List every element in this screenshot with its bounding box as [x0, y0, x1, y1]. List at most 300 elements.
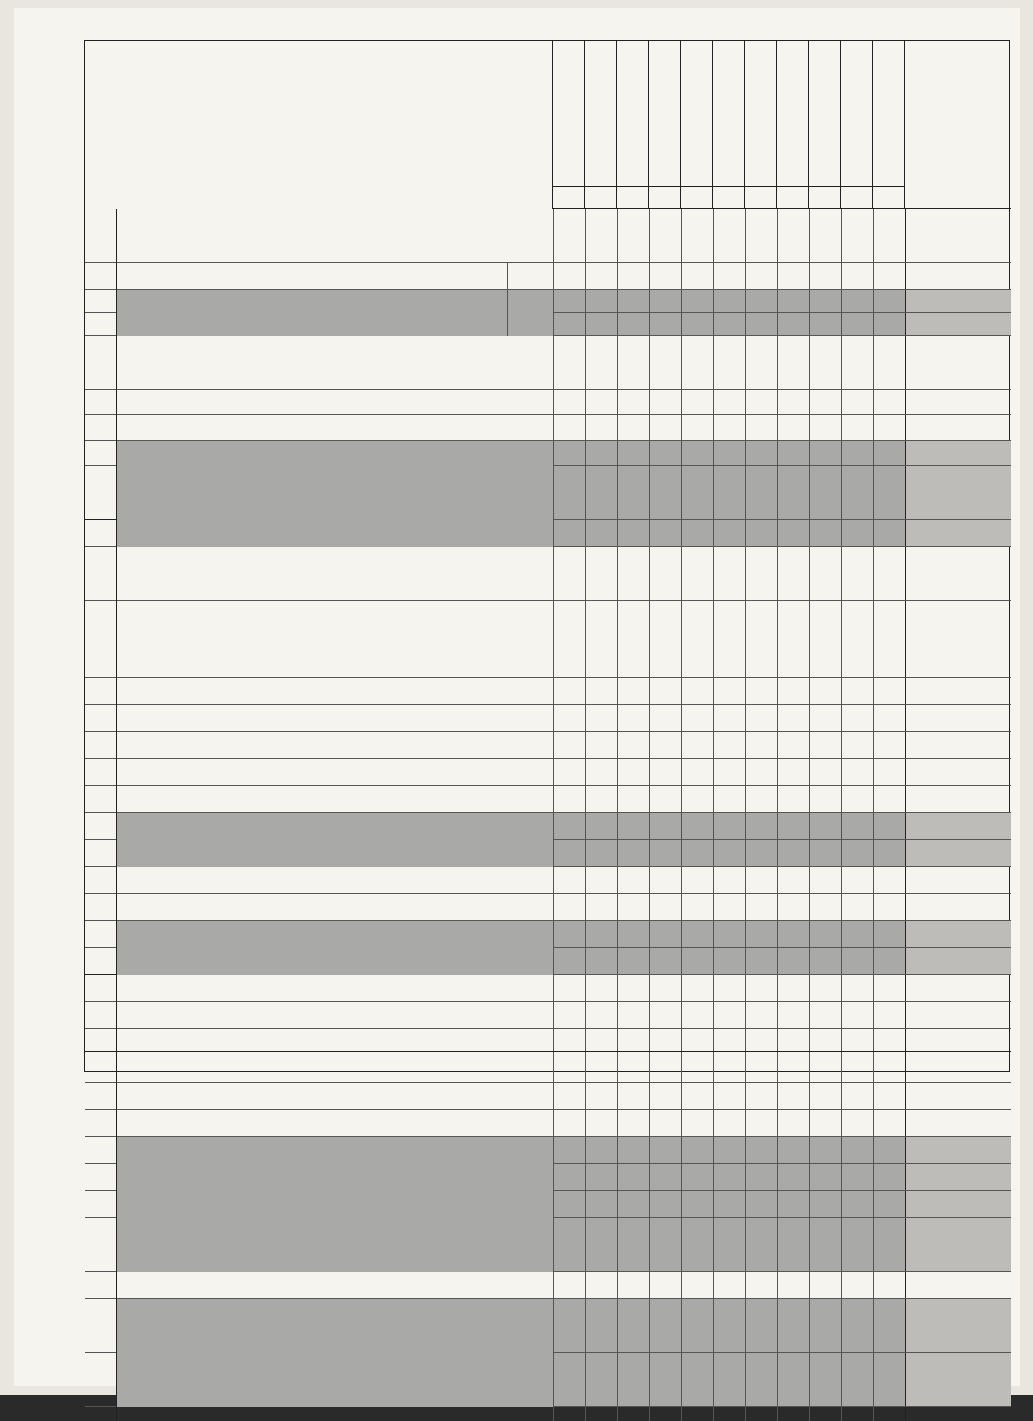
- vote-cell: [681, 813, 713, 839]
- vote-cell: [649, 867, 681, 893]
- table-row: [85, 466, 1011, 520]
- vote-cell: [873, 1191, 905, 1217]
- vote-cell: [713, 520, 745, 546]
- vote-cell: [713, 1137, 745, 1163]
- vote-cell: [745, 520, 777, 546]
- voter-number-row: [553, 187, 905, 209]
- vote-cell: [553, 948, 585, 974]
- vote-cell: [553, 813, 585, 839]
- vote-cell: [873, 290, 905, 312]
- vote-cell: [617, 732, 649, 758]
- vote-cell: [617, 1407, 649, 1421]
- vote-cell: [873, 840, 905, 866]
- result-tally: [905, 975, 1011, 1001]
- vote-cell: [617, 1083, 649, 1109]
- vote-cell: [617, 1191, 649, 1217]
- vote-cell: [841, 894, 873, 920]
- result-tally: [905, 678, 1011, 704]
- result-tally: [905, 520, 1011, 546]
- proposal-text: [117, 894, 553, 921]
- vote-cell: [585, 1110, 617, 1136]
- vote-cell: [841, 313, 873, 335]
- vote-cell: [873, 1272, 905, 1298]
- vote-cell: [585, 705, 617, 731]
- vote-cell: [809, 390, 841, 414]
- vote-cell: [777, 1002, 809, 1028]
- vote-cell: [873, 336, 905, 389]
- vote-cell: [681, 601, 713, 677]
- vote-cell: [809, 678, 841, 704]
- vote-cell: [649, 313, 681, 335]
- vote-cell: [841, 1164, 873, 1190]
- vote-cell: [873, 1083, 905, 1109]
- vote-cell: [553, 1002, 585, 1028]
- vote-cell: [713, 1299, 745, 1352]
- vote-cell: [617, 441, 649, 465]
- vote-cell: [649, 1218, 681, 1271]
- table-row: [85, 1191, 1011, 1218]
- table-footnote: [85, 1051, 1011, 1052]
- vote-cell: [873, 678, 905, 704]
- vote-cell: [873, 1407, 905, 1421]
- vote-cell: [713, 867, 745, 893]
- table-row: [85, 415, 1011, 440]
- result-tally: [905, 1407, 1011, 1421]
- vote-cell: [649, 336, 681, 389]
- vote-cell: [585, 786, 617, 812]
- vote-cell: [649, 894, 681, 920]
- vote-cell: [841, 1353, 873, 1406]
- vote-cell: [649, 732, 681, 758]
- result-tally: [905, 1164, 1011, 1190]
- vote-cell: [809, 520, 841, 546]
- vote-cell: [713, 840, 745, 866]
- vote-cell: [713, 921, 745, 947]
- vote-cell: [617, 867, 649, 893]
- table-row: [85, 759, 1011, 786]
- vote-cell: [745, 415, 777, 439]
- vote-cell: [777, 1272, 809, 1298]
- vote-cell: [713, 601, 745, 677]
- vote-cell: [585, 975, 617, 1001]
- vote-cell: [841, 466, 873, 519]
- vote-cell: [745, 1353, 777, 1406]
- vote-cell: [649, 1002, 681, 1028]
- result-tally: [905, 336, 1011, 389]
- vote-cell: [745, 1083, 777, 1109]
- vote-cell: [585, 1002, 617, 1028]
- vote-cell: [873, 390, 905, 414]
- result-tally: [905, 705, 1011, 731]
- proposal-text: [117, 678, 553, 705]
- result-tally: [905, 894, 1011, 920]
- vote-cell: [649, 1353, 681, 1406]
- vote-cell: [617, 336, 649, 389]
- table-row: [85, 547, 1011, 601]
- vote-cell: [841, 390, 873, 414]
- result-tally: [905, 441, 1011, 465]
- vote-cell: [841, 336, 873, 389]
- vote-cell: [777, 290, 809, 312]
- vote-cell: [809, 867, 841, 893]
- vote-cell: [617, 975, 649, 1001]
- voter-column: [617, 41, 649, 187]
- vote-cell: [777, 975, 809, 1001]
- vote-cell: [681, 1272, 713, 1298]
- vote-cell: [745, 1029, 777, 1082]
- table-row: [85, 975, 1011, 1002]
- vote-cell: [873, 786, 905, 812]
- vote-cell: [873, 1029, 905, 1082]
- vote-cell: [649, 1137, 681, 1163]
- proposal-text: [117, 1218, 553, 1272]
- vote-cell: [649, 921, 681, 947]
- vote-cell: [777, 547, 809, 600]
- table-row: [85, 1353, 1011, 1407]
- vote-cell: [841, 840, 873, 866]
- vote-cell: [649, 705, 681, 731]
- vote-cell: [841, 415, 873, 439]
- voter-number: [585, 187, 617, 208]
- vote-cell: [873, 867, 905, 893]
- vote-cell: [873, 921, 905, 947]
- result-tally: [905, 390, 1011, 414]
- category-label: [85, 975, 117, 1421]
- vote-cell: [585, 1083, 617, 1109]
- vote-cell: [553, 1191, 585, 1217]
- vote-cell: [553, 786, 585, 812]
- vote-cell: [617, 1137, 649, 1163]
- vote-cell: [681, 415, 713, 439]
- vote-cell: [617, 1353, 649, 1406]
- vote-cell: [809, 1137, 841, 1163]
- result-tally: [905, 759, 1011, 785]
- table-row: [85, 813, 1011, 840]
- result-tally: [905, 732, 1011, 758]
- vote-cell: [553, 336, 585, 389]
- vote-cell: [777, 705, 809, 731]
- vote-cell: [585, 1218, 617, 1271]
- vote-cell: [745, 894, 777, 920]
- vote-cell: [841, 263, 873, 289]
- result-tally: [905, 415, 1011, 439]
- vote-cell: [745, 1272, 777, 1298]
- vote-cell: [745, 921, 777, 947]
- vote-cell: [713, 705, 745, 731]
- vote-cell: [553, 263, 585, 289]
- vote-cell: [873, 547, 905, 600]
- proposal-text: [117, 759, 553, 786]
- vote-cell: [649, 948, 681, 974]
- vote-cell: [681, 1029, 713, 1082]
- vote-cell: [809, 1407, 841, 1421]
- proposal-text: [117, 732, 553, 759]
- vote-cell: [649, 1191, 681, 1217]
- proposal-text: [117, 313, 553, 336]
- table-row: [85, 209, 1011, 263]
- vote-cell: [713, 732, 745, 758]
- vote-cell: [841, 813, 873, 839]
- vote-cell: [841, 441, 873, 465]
- proposal-text: [117, 263, 553, 290]
- vote-cell: [777, 415, 809, 439]
- vote-cell: [681, 786, 713, 812]
- vote-cell: [585, 336, 617, 389]
- vote-cell: [617, 415, 649, 439]
- vote-cell: [873, 601, 905, 677]
- vote-cell: [713, 209, 745, 262]
- vote-cell: [809, 1029, 841, 1082]
- table-row: [85, 840, 1011, 867]
- proposal-text: [117, 1407, 553, 1421]
- vote-cell: [745, 390, 777, 414]
- table-row: [85, 1083, 1011, 1110]
- vote-cell: [713, 1083, 745, 1109]
- vote-cell: [745, 759, 777, 785]
- vote-cell: [681, 705, 713, 731]
- vote-cell: [873, 1353, 905, 1406]
- vote-cell: [713, 336, 745, 389]
- vote-cell: [681, 313, 713, 335]
- result-tally: [905, 1299, 1011, 1352]
- proposal-text: [117, 975, 553, 1002]
- voter-name-columns: [553, 41, 905, 187]
- result-tally: [905, 867, 1011, 893]
- table-row: [85, 678, 1011, 705]
- vote-cell: [713, 1191, 745, 1217]
- vote-cell: [585, 732, 617, 758]
- voter-column: [553, 41, 585, 187]
- vote-cell: [617, 786, 649, 812]
- vote-cell: [841, 1218, 873, 1271]
- table-row: [85, 1299, 1011, 1353]
- vote-cell: [809, 705, 841, 731]
- proposal-text: [117, 1353, 553, 1407]
- proposal-text: [117, 1002, 553, 1029]
- vote-cell: [809, 601, 841, 677]
- vote-cell: [841, 1029, 873, 1082]
- proposal-text: [117, 948, 553, 975]
- vote-cell: [841, 759, 873, 785]
- vote-cell: [713, 390, 745, 414]
- vote-cell: [809, 759, 841, 785]
- vote-cell: [777, 1191, 809, 1217]
- voter-column: [745, 41, 777, 187]
- vote-cell: [713, 290, 745, 312]
- vote-cell: [713, 1353, 745, 1406]
- vote-cell: [841, 867, 873, 893]
- vote-cell: [553, 290, 585, 312]
- vote-cell: [809, 415, 841, 439]
- category-label: [85, 209, 117, 520]
- voter-column: [681, 41, 713, 187]
- vote-cell: [681, 867, 713, 893]
- vote-cell: [681, 520, 713, 546]
- vote-cell: [777, 1029, 809, 1082]
- result-tally: [905, 786, 1011, 812]
- vote-cell: [585, 867, 617, 893]
- vote-cell: [713, 1164, 745, 1190]
- vote-cell: [841, 1299, 873, 1352]
- vote-cell: [713, 313, 745, 335]
- vote-cell: [681, 975, 713, 1001]
- result-tally: [905, 921, 1011, 947]
- vote-cell: [649, 209, 681, 262]
- vote-cell: [809, 1191, 841, 1217]
- vote-cell: [713, 547, 745, 600]
- vote-cell: [553, 390, 585, 414]
- vote-cell: [841, 1191, 873, 1217]
- vote-cell: [777, 1353, 809, 1406]
- vote-cell: [585, 313, 617, 335]
- vote-cell: [585, 601, 617, 677]
- vote-cell: [873, 1002, 905, 1028]
- vote-cell: [777, 1137, 809, 1163]
- table-row: [85, 263, 1011, 290]
- vote-cell: [585, 813, 617, 839]
- vote-cell: [649, 290, 681, 312]
- vote-cell: [809, 732, 841, 758]
- result-tally: [905, 1218, 1011, 1271]
- vote-cell: [649, 1164, 681, 1190]
- vote-cell: [585, 263, 617, 289]
- vote-cell: [809, 1353, 841, 1406]
- vote-cell: [713, 263, 745, 289]
- proposal-text: [117, 1299, 553, 1353]
- proposal-text: [117, 290, 553, 313]
- vote-cell: [777, 867, 809, 893]
- vote-cell: [809, 1164, 841, 1190]
- proposal-rows: [85, 209, 1011, 1421]
- vote-cell: [809, 786, 841, 812]
- vote-cell: [553, 415, 585, 439]
- vote-cell: [841, 290, 873, 312]
- vote-cell: [809, 948, 841, 974]
- vote-cell: [777, 732, 809, 758]
- proposal-text: [117, 840, 553, 867]
- result-tally: [905, 547, 1011, 600]
- vote-cell: [873, 209, 905, 262]
- vote-cell: [777, 921, 809, 947]
- vote-cell: [809, 1272, 841, 1298]
- vote-cell: [809, 894, 841, 920]
- vote-cell: [809, 336, 841, 389]
- vote-cell: [777, 601, 809, 677]
- vote-cell: [617, 813, 649, 839]
- vote-cell: [777, 441, 809, 465]
- voter-number: [617, 187, 649, 208]
- vote-cell: [585, 290, 617, 312]
- vote-cell: [553, 1083, 585, 1109]
- vote-cell: [777, 520, 809, 546]
- vote-cell: [617, 1299, 649, 1352]
- vote-cell: [649, 390, 681, 414]
- vote-cell: [841, 547, 873, 600]
- vote-cell: [777, 948, 809, 974]
- vote-cell: [649, 813, 681, 839]
- vote-cell: [617, 1164, 649, 1190]
- voter-number: [809, 187, 841, 208]
- vote-cell: [681, 1083, 713, 1109]
- vote-cell: [809, 921, 841, 947]
- vote-cell: [745, 678, 777, 704]
- vote-cell: [617, 678, 649, 704]
- vote-cell: [745, 1299, 777, 1352]
- vote-cell: [873, 1137, 905, 1163]
- vote-cell: [873, 1164, 905, 1190]
- result-tally: [905, 263, 1011, 289]
- vote-cell: [841, 705, 873, 731]
- vote-cell: [745, 547, 777, 600]
- vote-cell: [809, 840, 841, 866]
- vote-cell: [745, 441, 777, 465]
- vote-cell: [585, 415, 617, 439]
- proposal-text: [117, 921, 553, 948]
- vote-cell: [745, 209, 777, 262]
- vote-cell: [777, 678, 809, 704]
- vote-cell: [681, 1137, 713, 1163]
- vote-cell: [617, 209, 649, 262]
- vote-cell: [873, 948, 905, 974]
- vote-cell: [617, 759, 649, 785]
- vote-cell: [617, 601, 649, 677]
- proposal-text: [117, 705, 553, 732]
- vote-cell: [873, 1218, 905, 1271]
- vote-cell: [777, 1299, 809, 1352]
- vote-cell: [585, 209, 617, 262]
- vote-cell: [841, 1407, 873, 1421]
- vote-cell: [681, 390, 713, 414]
- vote-cell: [681, 921, 713, 947]
- vote-cell: [681, 209, 713, 262]
- result-tally: [905, 466, 1011, 519]
- vote-cell: [777, 1218, 809, 1271]
- vote-cell: [873, 732, 905, 758]
- proposal-text: [117, 547, 553, 601]
- table-row: [85, 1137, 1011, 1164]
- table-row: [85, 867, 1011, 894]
- voter-column: [649, 41, 681, 187]
- table-row: [85, 1029, 1011, 1083]
- vote-cell: [873, 415, 905, 439]
- result-tally: [905, 1137, 1011, 1163]
- vote-cell: [777, 1407, 809, 1421]
- vote-cell: [649, 601, 681, 677]
- vote-cell: [745, 975, 777, 1001]
- vote-cell: [617, 520, 649, 546]
- vote-cell: [617, 921, 649, 947]
- percent-option: [507, 290, 553, 313]
- vote-cell: [553, 547, 585, 600]
- vote-cell: [713, 759, 745, 785]
- vote-cell: [745, 1164, 777, 1190]
- table-row: [85, 601, 1011, 678]
- vote-cell: [681, 759, 713, 785]
- proposal-text: [117, 520, 553, 547]
- table-row: [85, 1218, 1011, 1272]
- proposal-text: [117, 601, 553, 678]
- vote-cell: [649, 1083, 681, 1109]
- vote-cell: [681, 678, 713, 704]
- vote-cell: [617, 290, 649, 312]
- vote-cell: [809, 1002, 841, 1028]
- vote-cell: [873, 441, 905, 465]
- vote-cell: [681, 1407, 713, 1421]
- vote-cell: [745, 948, 777, 974]
- voter-number: [777, 187, 809, 208]
- vote-cell: [745, 867, 777, 893]
- vote-cell: [681, 1299, 713, 1352]
